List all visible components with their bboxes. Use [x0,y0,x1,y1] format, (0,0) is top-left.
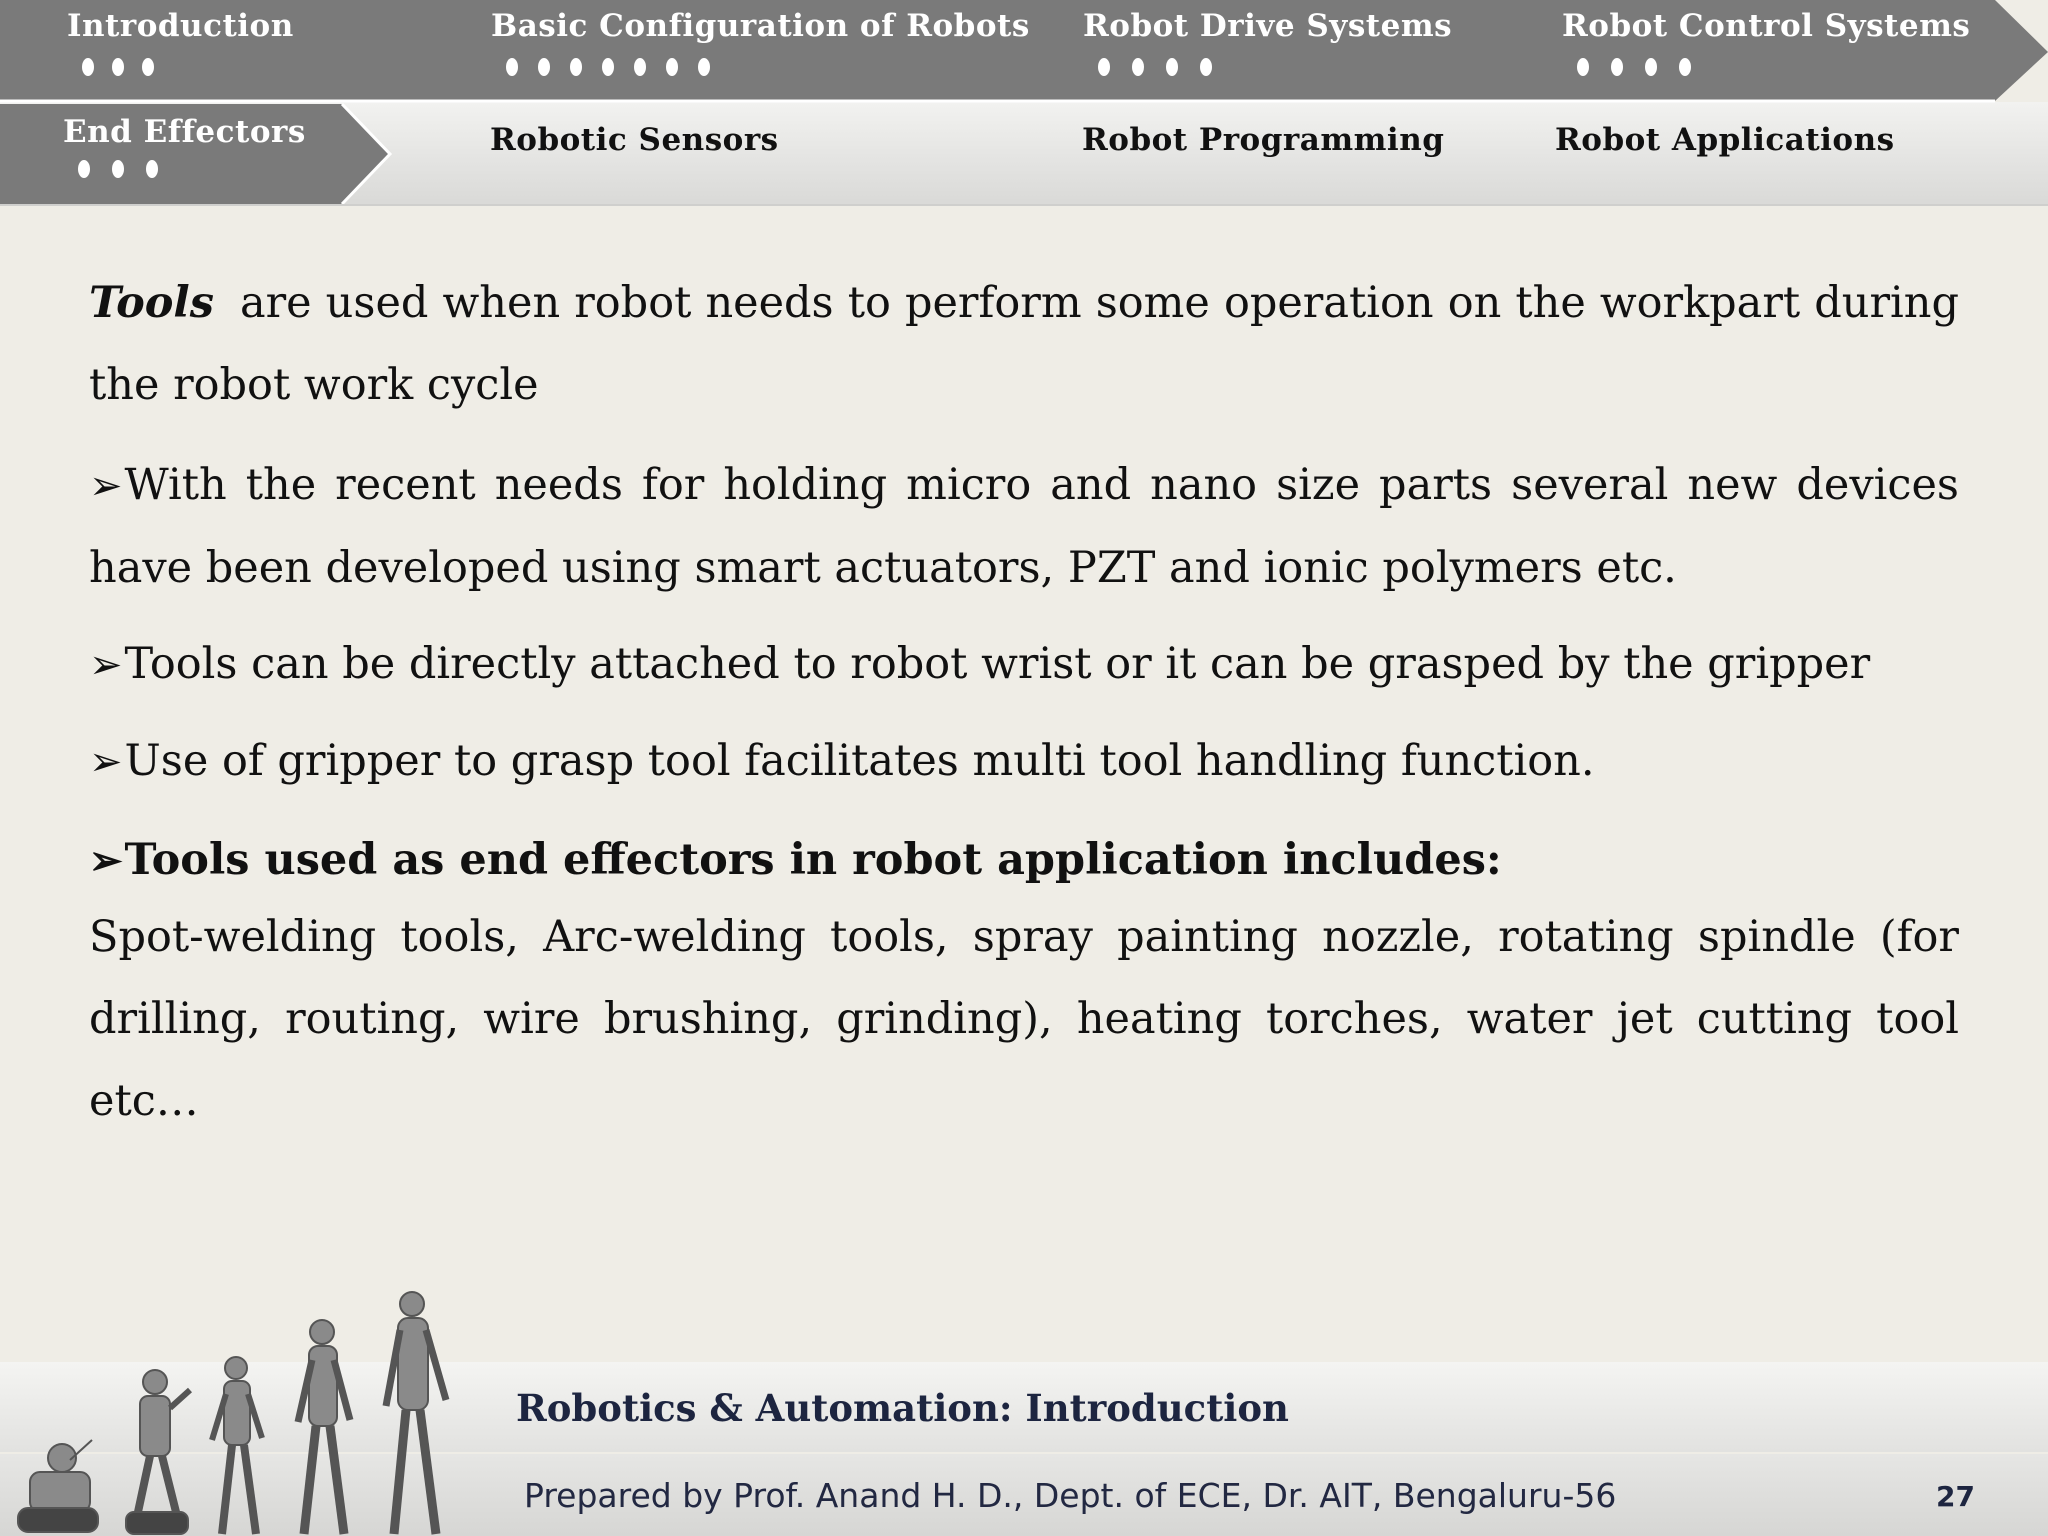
page-number: 27 [1936,1480,1975,1513]
intro-paragraph [89,262,1959,426]
nav-label: Introduction [67,8,294,44]
bullet-item [89,623,1959,706]
nav-item-end-effectors[interactable] [63,114,306,178]
bullet-item [89,444,1959,609]
nav-label: Basic Configuration of Robots [491,8,1030,44]
robot-figure [386,1292,446,1534]
robot-figure [126,1370,190,1534]
arrow-bullet-icon: ➢ [89,739,123,785]
intro-text: are used when robot needs to perform some operation on the workpart during the robot work cycle [89,278,1959,410]
section-heading [89,825,1959,896]
robot-figure [212,1357,262,1534]
heading-text: Tools used as end effectors in robot application includes: [124,835,1502,885]
top-navigation [0,0,2048,206]
nav-item-robot-control-systems[interactable] [1562,8,1970,76]
nav-label: Robot Drive Systems [1083,8,1453,44]
arrow-bullet-icon: ➢ [89,463,123,509]
bullet-text: Tools can be directly attached to robot wrist or it can be grasped by the gripper [124,639,1871,689]
nav-label: Robotic Sensors [490,122,779,158]
arrow-bullet-icon: ➢ [89,642,123,688]
robot-figure [298,1320,350,1534]
nav-progress-dots [67,58,294,76]
nav-item-robot-programming[interactable] [1082,122,1444,158]
nav-progress-dots [1562,58,1970,76]
nav-item-robotic-sensors[interactable] [490,122,779,158]
bullet-text: With the recent needs for holding micro and nano size parts several new devices have been developed using smart actuators, PZT and ionic polymers etc. [89,460,1959,593]
tools-list-text: Spot-welding tools, Arc-welding tools, spray painting nozzle, rotating spindle (for drilling, routing, wire brushing, grinding), heating torches, water jet cutting tool etc… [89,912,1959,1126]
nav-item-robot-drive-systems[interactable] [1083,8,1452,76]
intro-bold-term: Tools [89,278,214,328]
nav-label: Robot Control Systems [1562,8,1971,44]
nav-label: End Effectors [63,114,306,150]
footer-title: Robotics & Automation: Introduction [516,1386,1289,1430]
slide-content [89,262,1959,1142]
nav-item-basic-configuration[interactable] [491,8,1030,76]
bullet-item [89,720,1959,803]
nav-label: Robot Programming [1082,122,1445,158]
nav-item-introduction[interactable] [67,8,294,76]
nav-item-robot-applications[interactable] [1555,122,1895,158]
arrow-bullet-icon: ➢ [89,837,123,884]
robot-figure [18,1440,98,1532]
nav-progress-dots [63,160,306,178]
bullet-text: Use of gripper to grasp tool facilitates multi tool handling function. [124,736,1595,786]
nav-progress-dots [491,58,1030,76]
robot-evolution-illustration [0,1290,460,1536]
nav-progress-dots [1083,58,1452,76]
nav-label: Robot Applications [1555,122,1895,158]
footer-credit: Prepared by Prof. Anand H. D., Dept. of ECE, Dr. AIT, Bengaluru-56 [524,1476,1617,1515]
